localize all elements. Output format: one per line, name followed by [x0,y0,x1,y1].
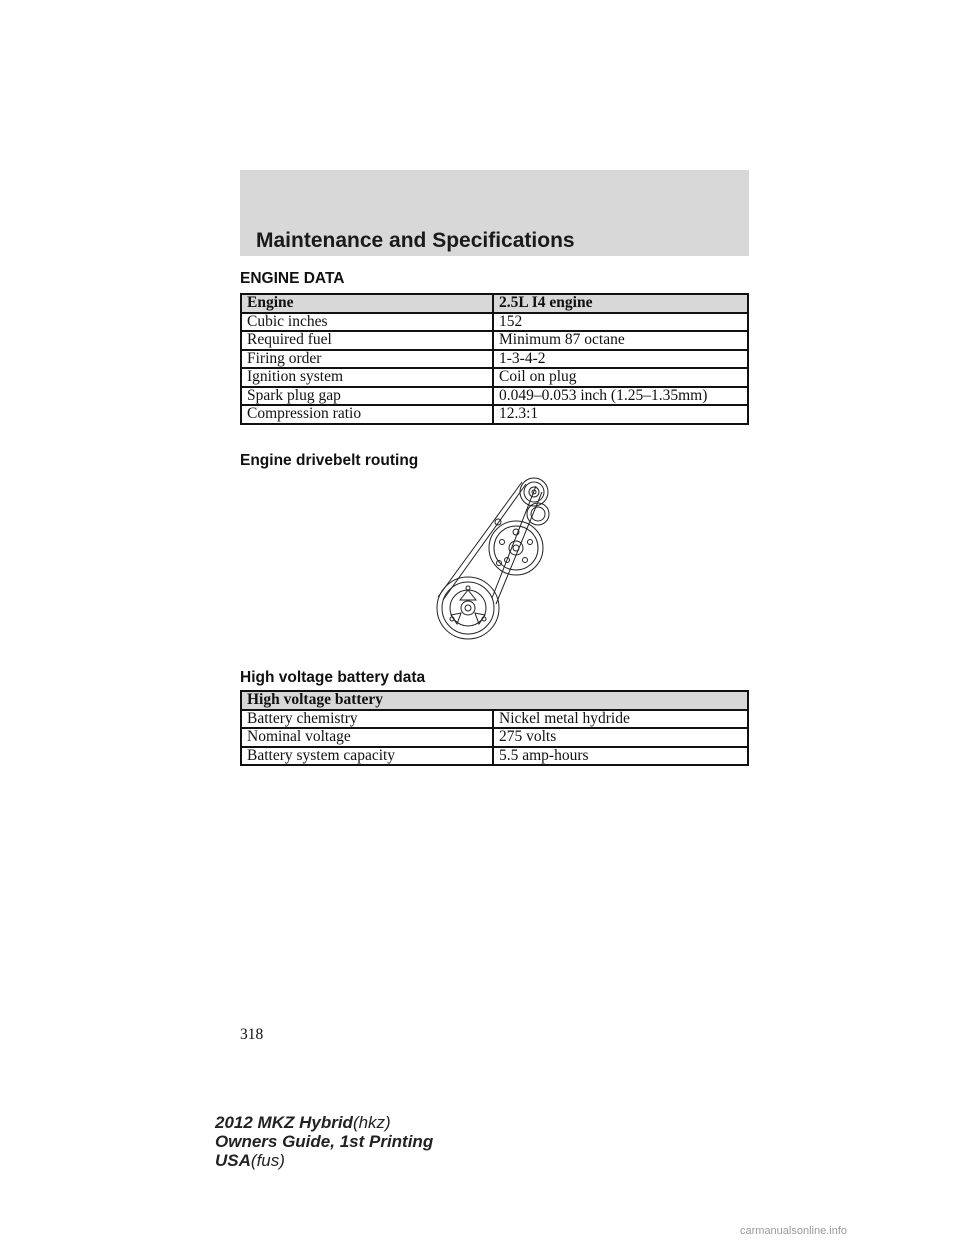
table-cell: 0.049–0.053 inch (1.25–1.35mm) [493,387,748,406]
table-cell: Required fuel [241,331,493,350]
table-cell: Spark plug gap [241,387,493,406]
table-cell: Cubic inches [241,313,493,332]
page-number: 318 [240,1026,264,1043]
table-cell: 12.3:1 [493,405,748,424]
footer-edition: Owners Guide, 1st Printing [215,1132,434,1151]
watermark: carmanualsonline.info [740,1225,848,1237]
table-header-cell: 2.5L I4 engine [493,294,748,313]
drivebelt-heading: Engine drivebelt routing [240,452,419,469]
table-cell: Nickel metal hydride [493,710,748,729]
table-header-row [241,294,748,313]
table-cell: Coil on plug [493,368,748,387]
footer-line-1 [215,1113,433,1132]
table-row [241,368,748,387]
table-cell: 152 [493,313,748,332]
table-row [241,313,748,332]
table-row [241,747,748,766]
table-cell: Ignition system [241,368,493,387]
table-cell: Firing order [241,350,493,369]
table-row [241,350,748,369]
table-row [241,405,748,424]
table-cell: Compression ratio [241,405,493,424]
table-cell: Battery system capacity [241,747,493,766]
table-row [241,331,748,350]
footer-model-code: (hkz) [352,1113,391,1132]
battery-data-heading: High voltage battery data [240,669,426,686]
engine-data-table [240,293,749,425]
footer-line-3 [215,1151,433,1170]
table-row [241,710,748,729]
drivebelt-routing-diagram [430,474,570,644]
footer-model: 2012 MKZ Hybrid [215,1113,353,1132]
table-row [241,387,748,406]
table-row [241,728,748,747]
table-cell: 1-3-4-2 [493,350,748,369]
section-title: Maintenance and Specifications [256,229,575,252]
table-cell: Nominal voltage [241,728,493,747]
table-cell: 275 volts [493,728,748,747]
table-header-cell: High voltage battery [241,691,748,710]
document-footer [215,1113,433,1170]
table-cell: Minimum 87 octane [493,331,748,350]
footer-market: USA [215,1151,251,1170]
table-cell: Battery chemistry [241,710,493,729]
footer-market-code: (fus) [250,1151,285,1170]
table-cell: 5.5 amp-hours [493,747,748,766]
battery-data-table [240,690,749,766]
table-header-row [241,691,748,710]
table-header-cell: Engine [241,294,493,313]
footer-line-2 [215,1132,433,1151]
engine-data-heading: ENGINE DATA [240,270,345,287]
